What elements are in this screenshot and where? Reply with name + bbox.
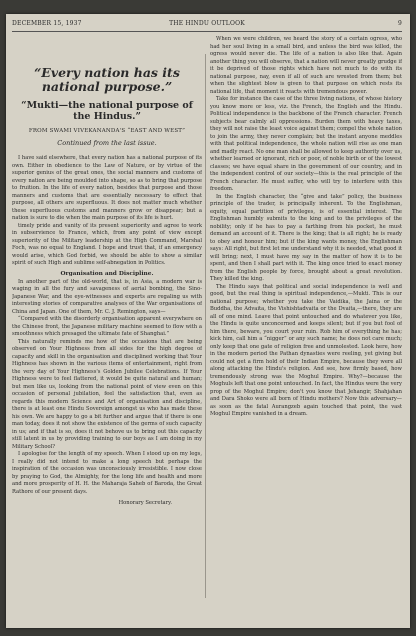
left-column <box>12 36 202 620</box>
article-source: FROM SWAMI VIVEKANANDA'S “EAST AND WEST” <box>28 128 186 134</box>
column-divider <box>205 54 206 598</box>
paragraph: When we were children, we heard the story of a certain ogress, who had her soul living in a small bird, and unless the bird was killed, the ogress would never die. The life of a nation is also like that. Again another thing you will observe, that a nation will never greatly grudge if it be deprived of those rights which have not much to do with its national purpose, nay, even if all of such are wrested from them; but when the slightest blow is given to that purpose on which rests its national life, that moment it reacts with tremendous power. <box>210 36 402 95</box>
paragraph: I have said elsewhere, that every nation has a national purpose of its own. Either in obedience to the Law of Nature, or by virtue of the superior genius of the great ones, the social manners and customs of every nation are being moulded into shape, so as to bring that purpose to fruition. In the life of every nation, besides that purpose and those manners and customs that are essentially necessary to effect that purpose, all others are superfluous. It does not matter much whether these superfluous customs and manners grow or disappear; but a nation is sure to die when the main purpose of its life is hurt. <box>12 155 202 221</box>
header-rule <box>12 31 402 32</box>
article-subheadline: “Mukti—the national purpose of the Hindus.” <box>21 100 193 122</box>
page-number: 9 <box>397 20 402 27</box>
newspaper-page <box>6 14 410 628</box>
paragraph: This naturally reminds me how of the occasions that are being observed on Your Highness from all sides for the high degree of capacity and skill in the organisation and disciplined working that Your Highness has shown in the various items of entertainment, right from the very day of Your Highness's Golden Jubilee Celebrations. If Your Highness were to feel flattered, it would be quite natural and human; but men like us, looking from the national point of view even on this occasion of personal jubilation, feel the satisfaction that, even as regards this modern Science and Art of organisation and discipline, there is at least one Hindu Sovereign amongst us who has made these his own. We are happy to go a bit further and argue that if there is one man today, does it not show the existence of the germs of such capacity in us; and if that is so, does it not behove us to bring out this capacity still latent in us by providing training to our boys as I am doing in my Military School? <box>12 338 202 450</box>
paragraph: “Compared with the disorderly organisation apparent everywhere on the Chinese front, the Japanese military machine seemed to flow with a smoothness which presaged the ultimate fate of Shanghai.” <box>12 316 202 337</box>
left-body <box>12 155 202 506</box>
right-column <box>210 36 402 620</box>
section-heading: Organisation and Discipline. <box>60 270 154 277</box>
article-headline: “Every nation has its national purpose.” <box>34 65 180 94</box>
issue-date: DECEMBER 15, 1937 <box>12 20 82 27</box>
signature: Honorary Secretary. <box>118 500 172 506</box>
paragraph: timely pride and vanity of its present superiority and agree to work in subservience to France, which, from any point of view except superiority of the Military leadership at the High Command, Marshal Foch, was no equal to England. I hope and trust that, if an emergency would arise, which God forbid, we should be able to show a similar spirit of such High and sublime self-abnegation in Politics. <box>12 222 202 266</box>
publication-name: THE HINDU OUTLOOK <box>169 20 245 27</box>
paragraph: In another part of the old-world, that is, in Asia, a modern war is waging in all the fury and savageness of aerial bombing, the Sino-Japanese War, and the eye-witnesses and experts are regaling us with interesting stories of comparative analyses of the War organisations of China and Japan. One of them, Mr. C. J. Remington, says— <box>12 278 202 315</box>
paragraph: Take for instance the case of the three living nations, of whose history you know more or less, viz. the French, the English and the Hindu. Political independence is the backbone of the French character. French subjects bear calmly all oppressions. Burden them with heavy taxes, they will not raise the least voice against them; compel the whole nation to join the army, they never complain; but the instant anyone meddles with that political independence, the whole nation will rise as one man and madly react. No one man shall be allowed to keep authority over us, whether learned or ignorant, rich or poor, of noble birth or of the lowest classes; we have equal share in the government of our country, and in the independent control of our society—this is the real principle of the French character. He must suffer, who will try to interfere with this freedom. <box>210 96 402 192</box>
paragraph: The Hindu says that political and social independence is well and good, but the real thing is spiritual independence,—Mukti. This is our national purpose; whether you take the Vaidika, the Jaina or the Buddha, the Advaita, the Vishishtadvaita or the Dvaita,—there, they are all of one mind. Leave that point untouched and do whatever you like, the Hindu is quite unconcerned and keeps silent; but if you but fool of him there, beware, you court your ruin. Rob him of everything he has; kick him, call him a “nigger” or any such name; he does not care much; only keep that one gate of religion free and unmolested. Look here, how in the modern period the Pathan dynasties were reeling, yet giving but could not get a firm hold of their Indian Empire, because they were all along attacking the Hindu's religion. And see, how firmly based, how tremendously strong was the Moghul Empire. Why?—because the Moghuls left that one point untouched. In fact, the Hindus were the very prop of the Moghul Empire; don't you know that Jehangir, Shahjahan and Dara Shoko were all born of Hindu mothers? Now this adversary—as soon as the fatal Aurangzeb again touched that point, the vast Moghul Empire vanished in a dream. <box>210 283 402 417</box>
paragraph: In the English character, the “give and take” policy, the business principle of the trader, is principally inherent. To the Englishman, equity, equal partition of privileges, is of essential interest. The Englishman humbly submits to the king and to the privileges of the nobility; only if he has to pay a farthing from his pocket, he must demand an account of it. There is the king; that is all right; he is ready to obey and honour him; but if the king wants money, the Englishman says: All right, but first let me understand why it is needed, what good it will bring; next, I must have my say in the matter of how it is to be spent, and then I shall part with it. The king once tried to exact money from the English people by force, brought about a great revolution. They killed the king. <box>210 193 402 282</box>
continued-note: Continued from the last issue. <box>57 139 157 147</box>
paragraph: I apologise for the length of my speech. When I stood up on my legs, I really did not intend to make a long speech but perhaps the inspiration of the occasion was unconsciously irresistible. I now close by praying to God, the Almighty, for the long life and health and more and more prosperity of H. H. the Maharaja Saheb of Baroda, the Great Rathore of our present days. <box>12 451 202 495</box>
